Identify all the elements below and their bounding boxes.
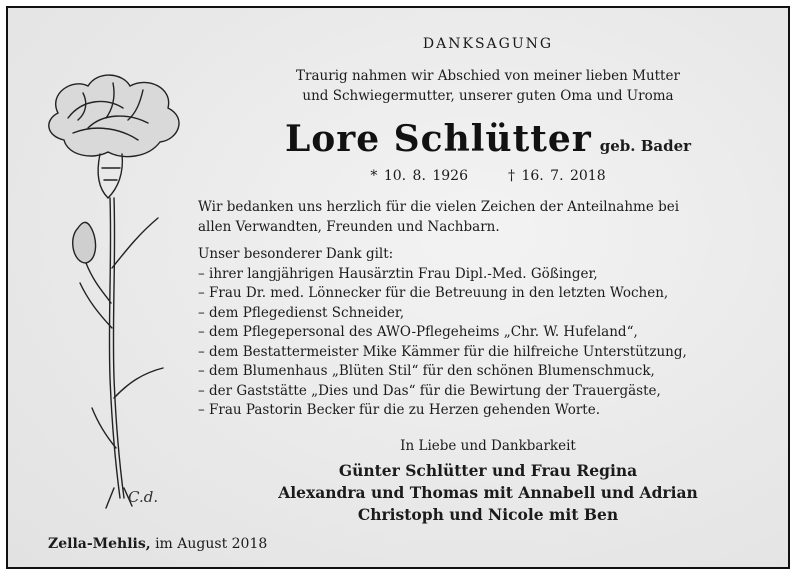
- thanks-item: – Frau Dr. med. Lönnecker für die Betreuung in den letzten Wochen,: [198, 285, 669, 301]
- deceased-name-line: [198, 118, 778, 160]
- place-and-date: [48, 536, 267, 552]
- intro-line: und Schwiegermutter, unserer guten Oma und Uroma: [302, 88, 674, 104]
- thanks-item: – dem Pflegedienst Schneider,: [198, 304, 405, 321]
- death-date: † 16. 7. 2018: [508, 168, 606, 184]
- place: Zella-Mehlis,: [48, 536, 151, 552]
- closing-line: In Liebe und Dankbarkeit: [400, 438, 576, 454]
- thanks-text: [198, 198, 773, 421]
- date: im August 2018: [155, 536, 268, 552]
- thanks-item: – ihrer langjährigen Hausärztin Frau Dipl.-Med. Gößinger,: [198, 265, 598, 282]
- family-line: Günter Schlütter und Frau Regina: [338, 461, 638, 480]
- family-line: Alexandra und Thomas mit Annabell und Adrian: [278, 483, 698, 502]
- intro-line: Traurig nahmen wir Abschied von meiner lieben Mutter: [296, 68, 680, 84]
- thanks-item: – Frau Pastorin Becker für die zu Herzen gehenden Worte.: [198, 402, 600, 418]
- maiden-name: geb. Bader: [599, 137, 692, 155]
- thanks-item: – der Gaststätte „Dies und Das“ für die Bewirtung der Trauergäste,: [198, 382, 661, 399]
- heading: DANKSAGUNG: [422, 36, 554, 52]
- family-line: Christoph und Nicole mit Ben: [357, 505, 619, 524]
- birth-date: * 10. 8. 1926: [370, 168, 468, 184]
- carnation-illustration: [28, 68, 198, 518]
- deceased-name: Lore Schlütter: [284, 118, 592, 160]
- thanks-item: – dem Pflegepersonal des AWO-Pflegeheims „Chr. W. Hufeland“,: [198, 324, 638, 340]
- thanks-item: – dem Bestattermeister Mike Kämmer für die hilfreiche Unterstützung,: [198, 343, 687, 360]
- thanks-line: Wir bedanken uns herzlich für die vielen Zeichen der Anteilnahme bei: [198, 199, 680, 215]
- special-thanks-intro: Unser besonderer Dank gilt:: [198, 246, 394, 262]
- artist-signature: C.d.: [128, 488, 159, 506]
- thanks-item: – dem Blumenhaus „Blüten Stil“ für den schönen Blumenschmuck,: [198, 363, 655, 379]
- life-dates: [198, 168, 778, 184]
- obituary-card: [6, 6, 790, 569]
- thanks-line: allen Verwandten, Freunden und Nachbarn.: [198, 218, 500, 235]
- intro-text: [198, 66, 778, 106]
- family-names: [198, 460, 778, 526]
